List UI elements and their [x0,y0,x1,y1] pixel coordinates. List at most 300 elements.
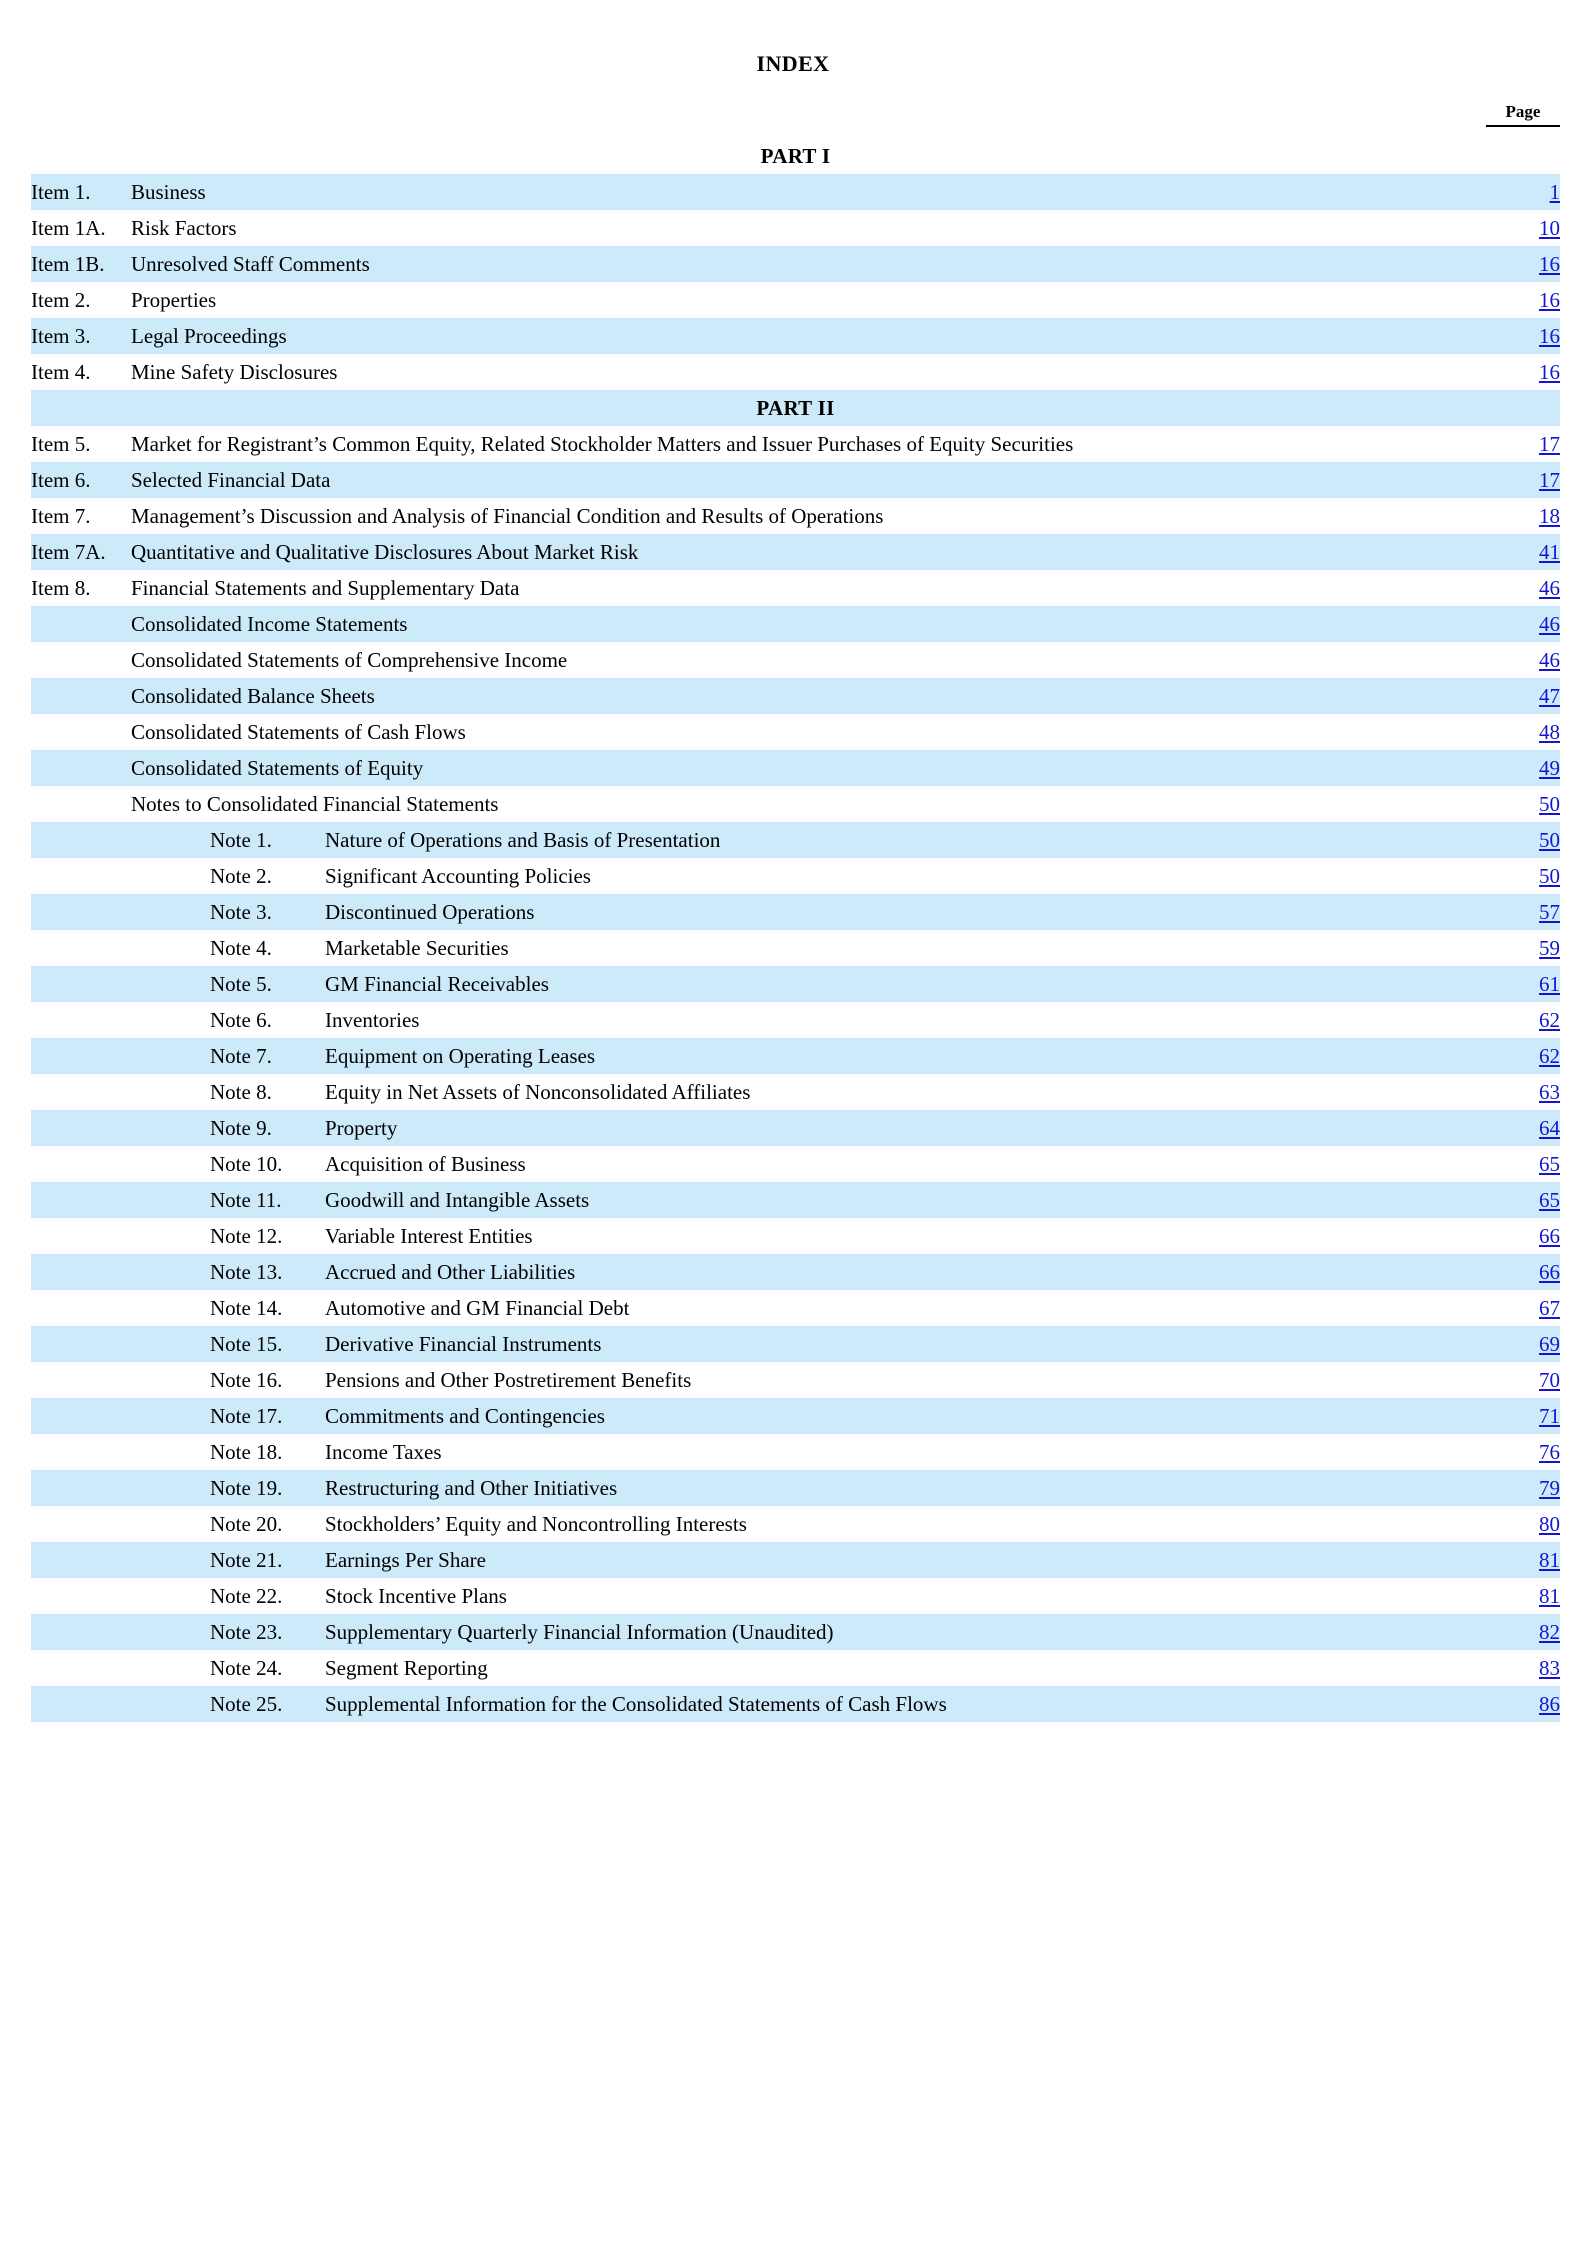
row-gutter-left [0,714,31,750]
item-number: Item 1B. [31,246,131,282]
page-number-link[interactable]: 47 [1539,684,1561,708]
note-indent-spacer [131,1398,210,1434]
page-number-cell [1461,1578,1560,1614]
row-gutter-right [1560,858,1586,894]
page-number-link[interactable]: 62 [1539,1044,1561,1068]
row-gutter-right [1560,1398,1586,1434]
page-number-cell [1461,1182,1560,1218]
table-row [0,714,1586,750]
page-number-cell [1461,282,1560,318]
row-gutter-left [0,822,31,858]
row-gutter-right [1560,1254,1586,1290]
row-gutter-right [1560,282,1586,318]
entry-title: Discontinued Operations [325,894,1461,930]
page-title: INDEX [756,51,830,76]
entry-title: Equipment on Operating Leases [325,1038,1461,1074]
page-number-cell [1461,174,1560,210]
table-row [0,1362,1586,1398]
row-gutter-left [0,1218,31,1254]
entry-title: Stockholders’ Equity and Noncontrolling Interests [325,1512,747,1536]
note-indent-spacer [131,1254,210,1290]
note-indent-spacer [131,966,210,1002]
page-number-cell [1461,1470,1560,1506]
part-heading: PART II [31,390,1560,426]
row-gutter-right [1560,930,1586,966]
item-number: Item 5. [31,432,91,456]
row-gutter-left [0,1002,31,1038]
row-gutter-left [0,1470,31,1506]
table-row [0,246,1586,282]
note-number: Note 24. [210,1656,283,1680]
note-indent-spacer [131,1614,210,1650]
row-gutter-right [1560,966,1586,1002]
page-number-cell [1461,1506,1560,1542]
row-gutter-left [0,1434,31,1470]
page-number-cell [1461,1650,1560,1686]
page-number-link[interactable]: 82 [1539,1620,1561,1644]
page-number-cell [1461,678,1560,714]
page-number-link[interactable]: 48 [1539,720,1561,744]
page-number-link[interactable]: 16 [1539,288,1561,312]
table-row [0,570,1586,606]
page-number-link[interactable]: 86 [1539,1692,1561,1716]
item-number [31,1290,131,1326]
row-gutter-left [0,1650,31,1686]
note-number: Note 6. [210,1008,272,1032]
entry-title: Acquisition of Business [325,1152,526,1176]
note-number: Note 1. [210,822,325,858]
row-gutter-right [1560,1362,1586,1398]
page-number-link[interactable]: 63 [1539,1080,1561,1104]
row-gutter-left [0,354,31,390]
table-row [0,786,1586,822]
page-number-link[interactable]: 16 [1539,324,1561,348]
page-number-link[interactable]: 46 [1539,576,1561,600]
row-gutter-right [1560,174,1586,210]
note-indent-spacer [131,1002,210,1038]
page-number-link[interactable]: 50 [1539,828,1561,852]
row-gutter-right [1560,138,1586,174]
page-number-link[interactable]: 65 [1539,1188,1561,1212]
table-row [0,1038,1586,1074]
row-gutter-left [0,858,31,894]
table-row [0,1326,1586,1362]
note-indent-spacer [131,1542,210,1578]
row-gutter-left [0,1290,31,1326]
row-gutter-left [0,642,31,678]
row-gutter-right [1560,1326,1586,1362]
table-row [0,1578,1586,1614]
table-row [0,1110,1586,1146]
page-number-cell [1461,786,1560,822]
page-number-cell [1461,894,1560,930]
row-gutter-right [1560,1038,1586,1074]
table-row [0,210,1586,246]
row-gutter-right [1560,642,1586,678]
item-number [31,1578,131,1614]
item-number [31,1326,131,1362]
note-indent-spacer [131,1110,210,1146]
page-number-cell [1461,858,1560,894]
entry-title: Automotive and GM Financial Debt [325,1296,630,1320]
table-row [0,174,1586,210]
entry-title: Significant Accounting Policies [325,864,591,888]
row-gutter-left [0,534,31,570]
table-row [0,1650,1586,1686]
page-number-cell [1461,1326,1560,1362]
row-gutter-left [0,1614,31,1650]
note-indent-spacer [131,1038,210,1074]
table-row [0,822,1586,858]
note-number: Note 22. [210,1584,283,1608]
row-gutter-right [1560,1434,1586,1470]
page-number-link[interactable]: 71 [1539,1404,1561,1428]
note-number: Note 18. [210,1440,283,1464]
note-number: Note 19. [210,1470,325,1506]
item-number: Item 4. [31,360,91,384]
table-row [0,390,1586,426]
row-gutter-left [0,1362,31,1398]
table-of-contents-body [0,138,1586,1722]
note-indent-spacer [131,1290,210,1326]
item-number [31,966,131,1002]
row-gutter-right [1560,462,1586,498]
row-gutter-left [0,390,31,426]
note-number: Note 5. [210,966,325,1002]
row-gutter-left [0,1542,31,1578]
note-indent-spacer [131,1686,210,1722]
row-gutter-right [1560,1182,1586,1218]
row-gutter-left [0,318,31,354]
page-number-link[interactable]: 76 [1539,1440,1561,1464]
page-number-cell [1461,1290,1560,1326]
page-number-cell [1461,606,1560,642]
page-number-link[interactable]: 79 [1539,1476,1561,1500]
note-number: Note 25. [210,1686,325,1722]
row-gutter-left [0,750,31,786]
entry-title: Business [131,174,1461,210]
page-number-link[interactable]: 49 [1539,756,1561,780]
table-row [0,678,1586,714]
item-number [31,1002,131,1038]
note-number: Note 16. [210,1368,283,1392]
row-gutter-left [0,1506,31,1542]
item-number [31,822,131,858]
item-number [31,1686,131,1722]
row-gutter-left [0,282,31,318]
row-gutter-right [1560,1110,1586,1146]
page-number-link[interactable]: 46 [1539,612,1561,636]
item-number: Item 2. [31,288,91,312]
entry-title: Legal Proceedings [131,318,1461,354]
table-row [0,1254,1586,1290]
page-number-link[interactable]: 16 [1539,360,1561,384]
row-gutter-left [0,1182,31,1218]
row-gutter-right [1560,1686,1586,1722]
row-gutter-right [1560,1578,1586,1614]
note-number: Note 13. [210,1254,325,1290]
note-number: Note 15. [210,1326,325,1362]
note-number: Note 2. [210,864,272,888]
note-number: Note 12. [210,1224,283,1248]
page-number-link[interactable]: 70 [1539,1368,1561,1392]
row-gutter-left [0,786,31,822]
table-row [0,1398,1586,1434]
table-row [0,1614,1586,1650]
row-gutter-right [1560,498,1586,534]
page-number-cell [1461,462,1560,498]
page-number-cell [1461,1254,1560,1290]
item-number [31,1182,131,1218]
row-gutter-left [0,174,31,210]
page-number-link[interactable]: 57 [1539,900,1561,924]
row-gutter-right [1560,1074,1586,1110]
part-heading: PART I [760,144,831,168]
page-number-cell [1461,570,1560,606]
entry-title: Market for Registrant’s Common Equity, Related Stockholder Matters and Issuer Purchases of Equity Securities [131,432,1074,456]
row-gutter-right [1560,1506,1586,1542]
entry-title: Pensions and Other Postretirement Benefits [325,1368,692,1392]
item-number [31,642,131,678]
row-gutter-left [0,246,31,282]
item-number [31,606,131,642]
page-number-link[interactable]: 50 [1539,792,1561,816]
note-indent-spacer [131,822,210,858]
entry-title: Commitments and Contingencies [325,1398,1461,1434]
row-gutter-left [0,498,31,534]
page-number-cell [1461,1362,1560,1398]
entry-title: Nature of Operations and Basis of Presentation [325,822,1461,858]
table-row [0,1686,1586,1722]
page-column-header-label: Page [1505,102,1541,121]
note-number: Note 10. [210,1152,283,1176]
row-gutter-left [0,1146,31,1182]
note-number: Note 20. [210,1512,283,1536]
page-number-cell [1461,1002,1560,1038]
entry-title: Risk Factors [131,216,237,240]
table-row [0,1506,1586,1542]
note-indent-spacer [131,1074,210,1110]
note-number: Note 8. [210,1080,272,1104]
entry-title: Marketable Securities [325,936,509,960]
item-number: Item 3. [31,318,131,354]
entry-title: Property [325,1110,1461,1146]
row-gutter-left [0,138,31,174]
page-number-cell [1461,1218,1560,1254]
note-number: Note 11. [210,1182,325,1218]
note-number: Note 14. [210,1296,283,1320]
row-gutter-right [1560,714,1586,750]
page-number-cell [1461,1110,1560,1146]
table-row [0,534,1586,570]
entry-title: Restructuring and Other Initiatives [325,1470,1461,1506]
row-gutter-right [1560,1002,1586,1038]
page-number-link[interactable]: 59 [1539,936,1561,960]
note-number: Note 4. [210,936,272,960]
row-gutter-left [0,606,31,642]
note-indent-spacer [131,1146,210,1182]
note-indent-spacer [131,1182,210,1218]
item-number [31,930,131,966]
table-row [0,642,1586,678]
row-gutter-left [0,462,31,498]
row-gutter-left [0,1038,31,1074]
row-gutter-right [1560,1470,1586,1506]
table-row [0,282,1586,318]
page-number-link[interactable]: 83 [1539,1656,1561,1680]
page-number-link[interactable]: 81 [1539,1548,1561,1572]
row-gutter-left [0,210,31,246]
page-number-link[interactable]: 69 [1539,1332,1561,1356]
note-number: Note 3. [210,894,325,930]
table-row [0,1146,1586,1182]
item-number [31,1470,131,1506]
note-indent-spacer [131,1326,210,1362]
row-gutter-right [1560,210,1586,246]
table-row [0,1074,1586,1110]
table-row [0,1218,1586,1254]
note-indent-spacer [131,1470,210,1506]
row-gutter-right [1560,1290,1586,1326]
entry-title: Equity in Net Assets of Nonconsolidated Affiliates [325,1080,751,1104]
row-gutter-right [1560,786,1586,822]
entry-title: Derivative Financial Instruments [325,1326,1461,1362]
entry-title: Consolidated Statements of Equity [131,750,1461,786]
note-number: Note 7. [210,1038,325,1074]
page-number-link[interactable]: 65 [1539,1152,1561,1176]
row-gutter-right [1560,1218,1586,1254]
item-number [31,1038,131,1074]
note-number: Note 23. [210,1614,325,1650]
row-gutter-right [1560,894,1586,930]
page-number-cell [1461,750,1560,786]
page-number-cell [1461,1398,1560,1434]
table-row [0,1470,1586,1506]
page-number-link[interactable]: 66 [1539,1260,1561,1284]
row-gutter-right [1560,678,1586,714]
entry-title: Unresolved Staff Comments [131,246,1461,282]
page-number-link[interactable]: 50 [1539,864,1561,888]
item-number [31,1614,131,1650]
entry-title: Management’s Discussion and Analysis of Financial Condition and Results of Operations [131,504,884,528]
page-number-link[interactable]: 1 [1549,180,1561,204]
row-gutter-right [1560,354,1586,390]
page-number-link[interactable]: 66 [1539,1224,1561,1248]
entry-title: Inventories [325,1008,420,1032]
table-row [0,1182,1586,1218]
page-number-cell [1461,1614,1560,1650]
item-number [31,714,131,750]
page-number-cell [1461,1434,1560,1470]
entry-title: Consolidated Statements of Comprehensive Income [131,648,568,672]
page-number-link[interactable]: 41 [1539,540,1561,564]
row-gutter-left [0,426,31,462]
row-gutter-right [1560,246,1586,282]
page-number-link[interactable]: 17 [1539,432,1561,456]
note-number: Note 9. [210,1110,325,1146]
row-gutter-left [0,966,31,1002]
note-indent-spacer [131,894,210,930]
note-number: Note 17. [210,1398,325,1434]
table-row [0,354,1586,390]
table-row [0,894,1586,930]
page-number-link[interactable]: 18 [1539,504,1561,528]
item-number: Item 7A. [31,534,131,570]
entry-title: Mine Safety Disclosures [131,360,338,384]
note-indent-spacer [131,1218,210,1254]
page-number-link[interactable]: 16 [1539,252,1561,276]
item-number: Item 6. [31,462,131,498]
row-gutter-left [0,1110,31,1146]
page-number-cell [1461,1038,1560,1074]
page-number-link[interactable]: 67 [1539,1296,1561,1320]
entry-title: Segment Reporting [325,1656,488,1680]
page-number-link[interactable]: 64 [1539,1116,1561,1140]
table-row [0,1002,1586,1038]
row-gutter-left [0,1686,31,1722]
row-gutter-left [0,930,31,966]
page-number-link[interactable]: 61 [1539,972,1561,996]
table-row [0,606,1586,642]
note-indent-spacer [131,1506,210,1542]
note-indent-spacer [131,930,210,966]
entry-title: Properties [131,288,217,312]
page-number-link[interactable]: 62 [1539,1008,1561,1032]
item-number [31,1146,131,1182]
entry-title: GM Financial Receivables [325,966,1461,1002]
page-number-cell [1461,1146,1560,1182]
page-number-cell [1461,1686,1560,1722]
page-number-cell [1461,1074,1560,1110]
entry-title: Selected Financial Data [131,462,1461,498]
page-number-link[interactable]: 46 [1539,648,1561,672]
row-gutter-left [0,1326,31,1362]
entry-title: Notes to Consolidated Financial Statements [131,792,499,816]
row-gutter-right [1560,1542,1586,1578]
table-row [0,966,1586,1002]
page-number-cell [1461,930,1560,966]
table-row [0,858,1586,894]
entry-title: Supplementary Quarterly Financial Information (Unaudited) [325,1614,1461,1650]
note-indent-spacer [131,858,210,894]
page-number-link[interactable]: 17 [1539,468,1561,492]
table-row [0,138,1586,174]
page-column-header-rule [1486,125,1560,127]
row-gutter-right [1560,1614,1586,1650]
item-number [31,1506,131,1542]
row-gutter-right [1560,426,1586,462]
entry-title: Variable Interest Entities [325,1224,533,1248]
page-number-link[interactable]: 10 [1539,216,1561,240]
table-row [0,750,1586,786]
page-number-link[interactable]: 81 [1539,1584,1561,1608]
row-gutter-left [0,1254,31,1290]
item-number [31,750,131,786]
item-number [31,1362,131,1398]
page-number-cell [1461,966,1560,1002]
item-number [31,1110,131,1146]
row-gutter-right [1560,606,1586,642]
item-number [31,1254,131,1290]
row-gutter-left [0,1074,31,1110]
page-number-cell [1461,498,1560,534]
item-number [31,894,131,930]
item-number [31,786,131,822]
item-number [31,1434,131,1470]
table-row [0,498,1586,534]
entry-title: Stock Incentive Plans [325,1584,507,1608]
page-number-link[interactable]: 80 [1539,1512,1561,1536]
